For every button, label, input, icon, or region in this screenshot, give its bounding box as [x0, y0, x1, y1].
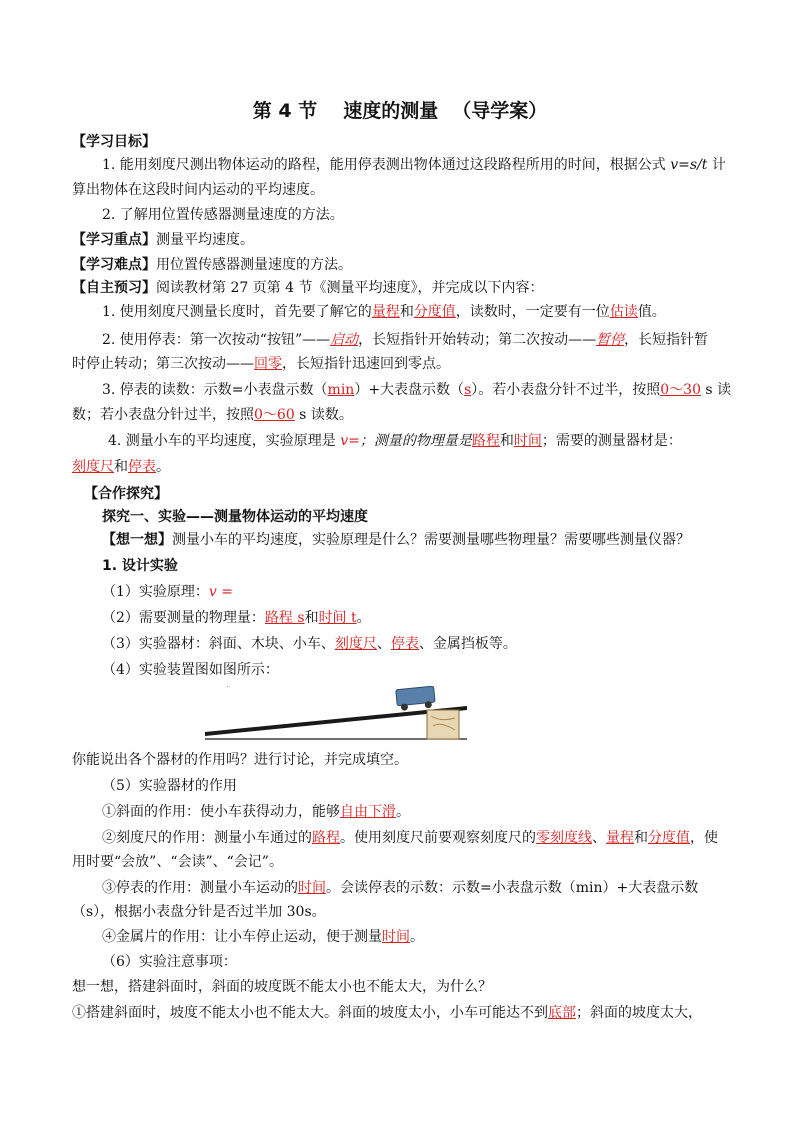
title-tag: （导学案） [452, 100, 548, 122]
equipment-functions-heading: （5）实验器材的作用 [102, 778, 237, 794]
function-ruler: ②刻度尺的作用：测量小车通过的路程。使用刻度尺前要观察刻度尺的零刻度线、量程和分度值，使 [102, 830, 718, 846]
objective-1-cont: 算出物体在这段时间内运动的平均速度。 [72, 182, 324, 198]
function-stopwatch: ③停表的作用：测量小车运动的时间。会读停表的示数：示数=小表盘示数（min）+大表盘示数 [102, 880, 699, 896]
cart [396, 686, 436, 711]
preview-item-2: 2. 使用停表：第一次按动“按钮”——启动，长短指针开始转动；第二次按动——暂停，长短指针暂 [102, 332, 709, 348]
explore-subheading: 探究一、实验——测量物体运动的平均速度 [102, 509, 368, 525]
title-section-number: 第 4 节 [252, 100, 318, 122]
preview-item-4-cont: 刻度尺和停表。 [72, 459, 170, 475]
dot-mark [227, 686, 228, 687]
preview-intro: 【自主预习】阅读教材第 27 页第 4 节《测量平均速度》，并完成以下内容： [72, 280, 544, 296]
objective-1: 1. 能用刻度尺测出物体运动的路程，能用停表测出物体通过这段路程所用的时间，根据公式 v=s/t 计 [102, 157, 726, 173]
preview-item-4: 4. 测量小车的平均速度，实验原理是 v=；测量的物理量是路程和时间；需要的测量器材是： [108, 433, 682, 449]
function-ruler-cont: 用时要“会放”、“会读”、“会记”。 [72, 854, 283, 870]
precautions-heading: （6）实验注意事项： [102, 954, 237, 970]
function-metal-plate: ④金属片的作用：让小车停止运动，便于测量时间。 [102, 929, 424, 945]
design-quantities: （2）需要测量的物理量：路程 s和时间 t。 [102, 610, 371, 626]
difficulty: 【学习难点】用位置传感器测量速度的方法。 [72, 257, 352, 273]
preview-item-2-cont: 时停止转动；第三次按动——回零，长短指针迅速回到零点。 [72, 356, 450, 372]
think-prompt: 【想一想】测量小车的平均速度，实验原理是什么？需要测量哪些物理量？需要哪些测量仪器？ [102, 532, 690, 548]
preview-item-1: 1. 使用刻度尺测量长度时，首先要了解它的量程和分度值，读数时，一定要有一位估读值。 [102, 304, 666, 320]
key-point: 【学习重点】测量平均速度。 [72, 232, 254, 248]
preview-item-3: 3. 停表的读数：示数=小表盘示数（min）+大表盘示数（s）。若小表盘分针不过半，按照0～30 s 读 [102, 382, 732, 398]
preview-item-3-cont: 数；若小表盘分针过半，按照0～60 s 读数。 [72, 407, 353, 423]
design-diagram-caption: （4）实验装置图如图所示： [102, 662, 279, 678]
objective-2: 2. 了解用位置传感器测量速度的方法。 [102, 207, 344, 223]
precaution-1: ①搭建斜面时，坡度不能太小也不能太大。斜面的坡度太小，小车可能达不到底部；斜面的坡度太大， [72, 1005, 702, 1021]
objectives-heading: 【学习目标】 [72, 134, 156, 150]
design-heading: 1. 设计实验 [102, 558, 178, 574]
discussion-question: 你能说出各个器材的作用吗？进行讨论，并完成填空。 [72, 752, 408, 768]
page-title [0, 96, 800, 123]
function-stopwatch-cont: （s），根据小表盘分针是否过半加 30s。 [72, 904, 326, 920]
precaution-question: 想一想，搭建斜面时，斜面的坡度既不能太小也不能太大，为什么？ [72, 979, 492, 995]
title-topic: 速度的测量 [343, 100, 439, 122]
function-incline: ①斜面的作用：使小车获得动力，能够自由下滑。 [102, 804, 410, 820]
design-principle: （1）实验原理：v = [102, 584, 234, 600]
explore-heading: 【合作探究】 [84, 486, 168, 502]
incline-apparatus-diagram [205, 686, 475, 742]
design-equipment: （3）实验器材：斜面、木块、小车、刻度尺、停表、金属挡板等。 [102, 636, 517, 652]
